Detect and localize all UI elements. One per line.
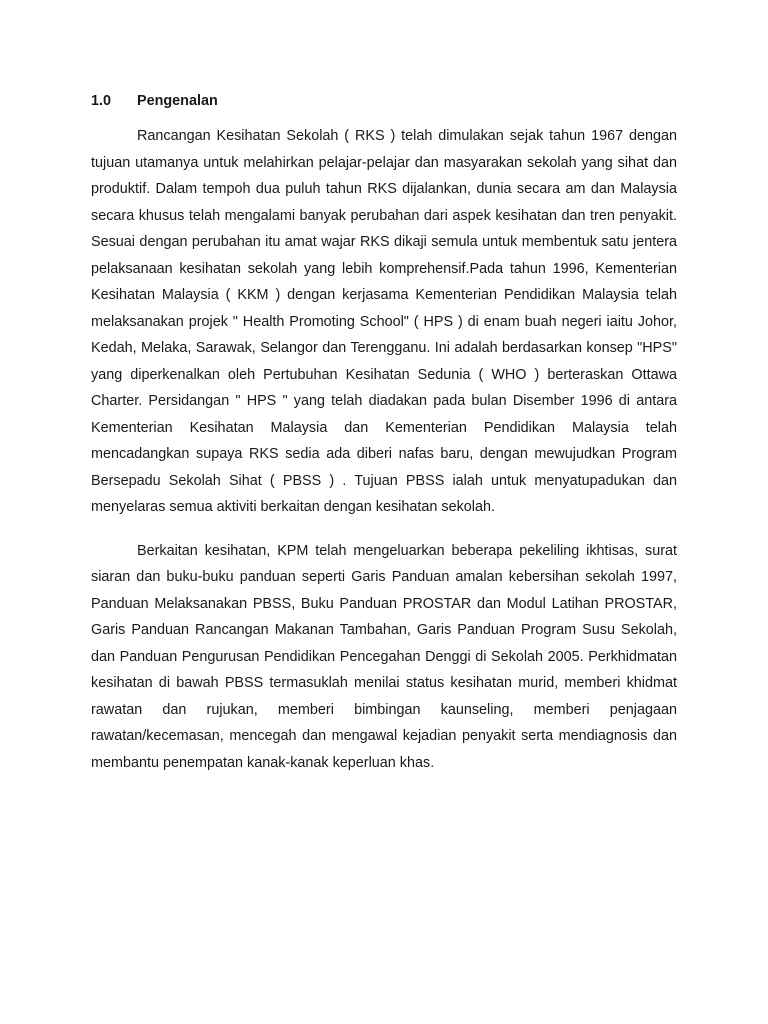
section-title: Pengenalan — [137, 93, 218, 109]
section-number: 1.0 — [91, 93, 112, 109]
section-heading — [91, 89, 677, 113]
paragraph-health-services: Berkaitan kesihatan, KPM telah mengeluarkan beberapa pekeliling ikhtisas, surat siaran dan buku-buku panduan seperti Garis Panduan amalan kebersihan sekolah 1997, Panduan Melaksanakan PBSS, Buku Panduan PROSTAR dan Modul Latihan PROSTAR, Garis Panduan Rancangan Makanan Tambahan, Garis Panduan Program Susu Sekolah, dan Panduan Pengurusan Pendidikan Pencegahan Denggi di Sekolah 2005. Perkhidmatan kesihatan di bawah PBSS termasuklah menilai status kesihatan murid, memberi khidmat rawatan dan rujukan, memberi bimbingan kaunseling, memberi penjagaan rawatan/kecemasan, mencegah dan mengawal kejadian penyakit serta mendiagnosis dan membantu penempatan kanak-kanak keperluan khas. — [91, 542, 677, 771]
paragraph-introduction: Rancangan Kesihatan Sekolah ( RKS ) telah dimulakan sejak tahun 1967 dengan tujuan utamanya untuk melahirkan pelajar-pelajar dan masyarakan sekolah yang sihat dan produktif. Dalam tempoh dua puluh tahun RKS dijalankan, dunia secara am dan Malaysia secara khusus telah mengalami banyak perubahan dari aspek kesihatan dan tren penyakit. Sesuai dengan perubahan itu amat wajar RKS dikaji semula untuk membentuk satu jentera pelaksanaan kesihatan sekolah yang lebih komprehensif.Pada tahun 1996, Kementerian Kesihatan Malaysia ( KKM ) dengan kerjasama Kementerian Pendidikan Malaysia telah melaksanakan projek " Health Promoting School" ( HPS ) di enam buah negeri iaitu Johor, Kedah, Melaka, Sarawak, Selangor dan Terengganu. Ini adalah berdasarkan konsep "HPS" yang diperkenalkan oleh Pertubuhan Kesihatan Sedunia ( WHO ) berteraskan Ottawa Charter. Persidangan " HPS " yang telah diadakan pada bulan Disember 1996 di antara Kementerian Kesihatan Malaysia dan Kementerian Pendidikan Malaysia telah mencadangkan supaya RKS sedia ada diberi nafas baru, dengan mewujudkan Program Bersepadu Sekolah Sihat ( PBSS ) . Tujuan PBSS ialah untuk menyatupadukan dan menyelaras semua aktiviti berkaitan dengan kesihatan sekolah. — [91, 128, 677, 515]
